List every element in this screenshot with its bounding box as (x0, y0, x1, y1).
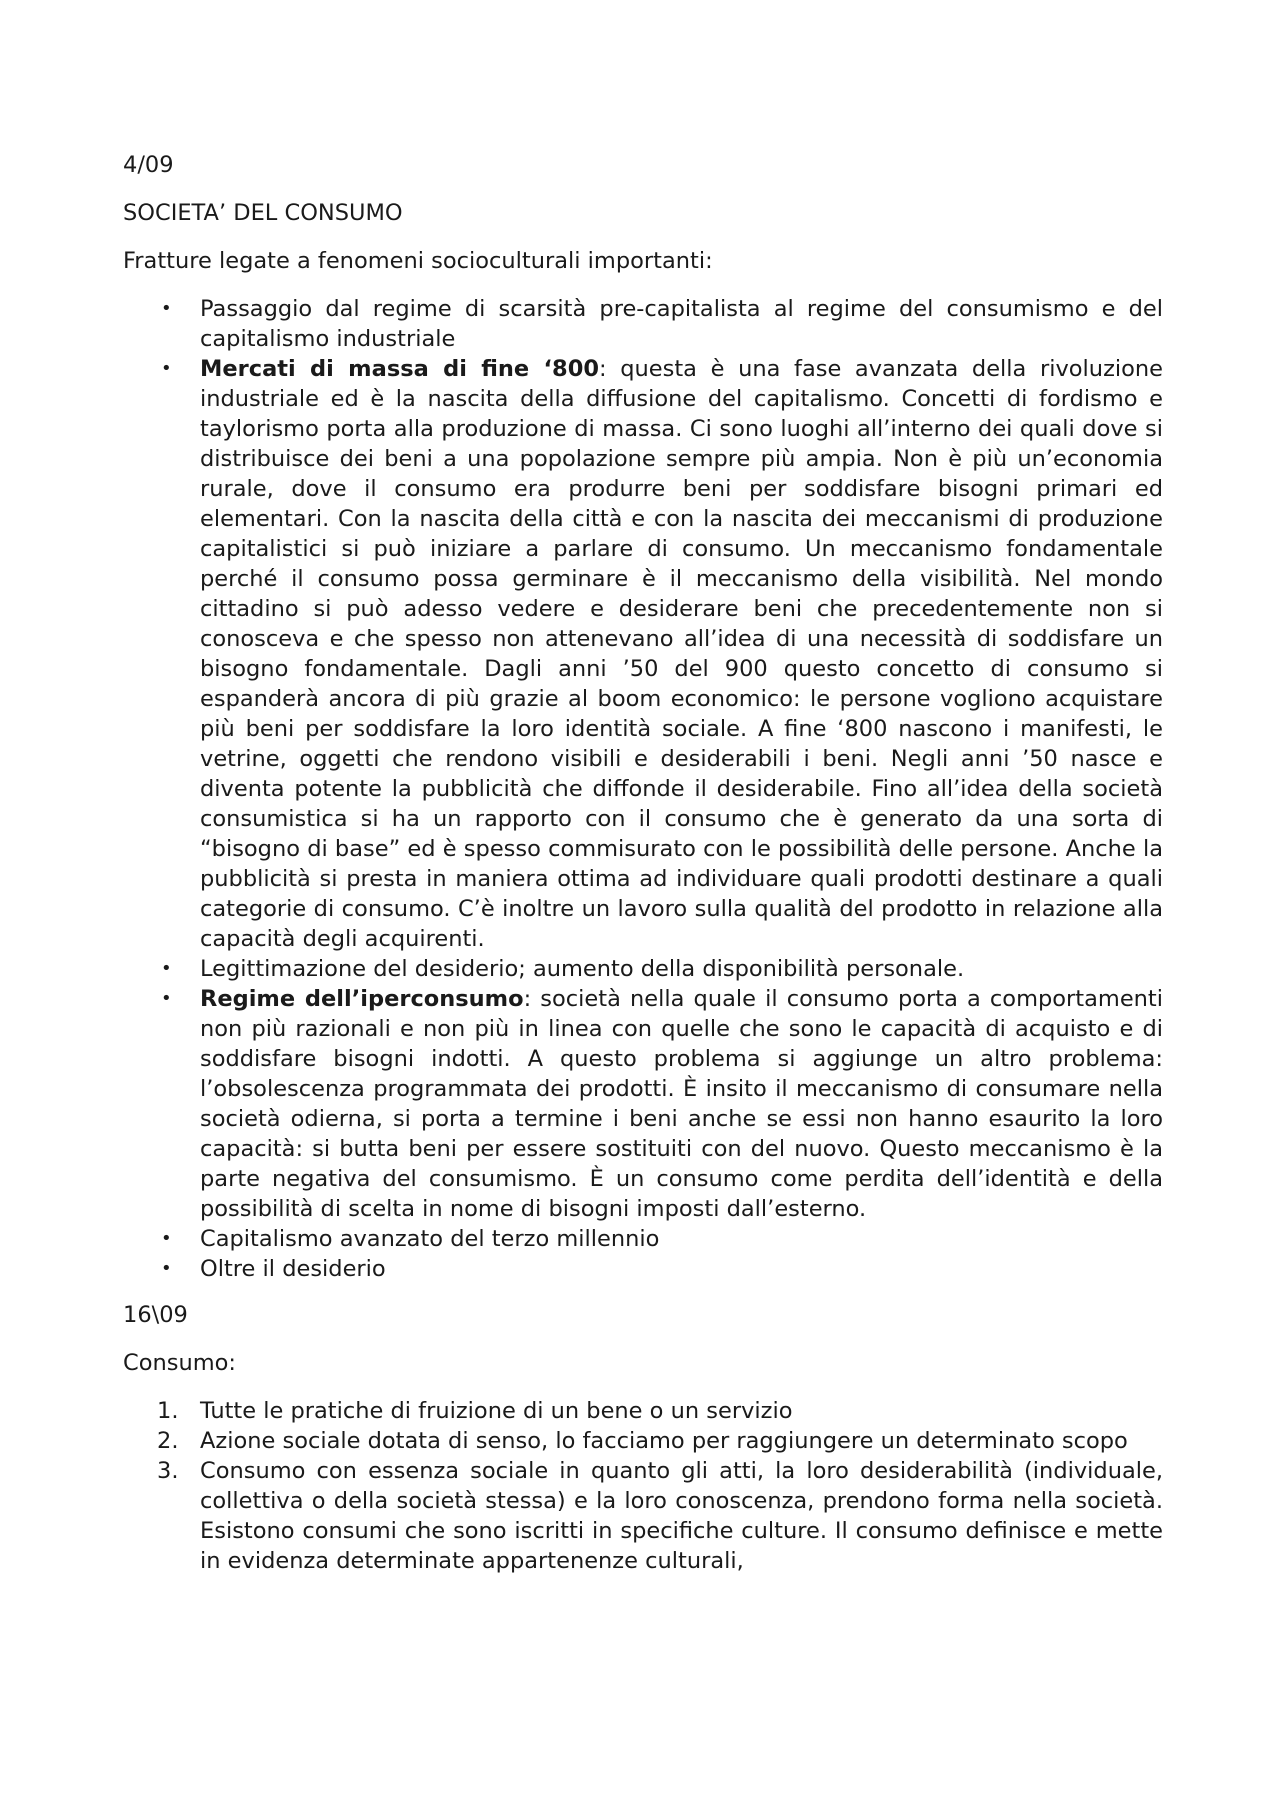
item-text: Capitalismo avanzato del terzo millennio (200, 1226, 660, 1252)
item-number: 1. (157, 1398, 179, 1424)
list-item (123, 954, 1163, 984)
list-item (123, 1426, 1163, 1456)
list-item (123, 984, 1163, 1224)
item-lead: Mercati di massa di fine ‘800 (200, 356, 600, 382)
bullet-list (123, 294, 1163, 1284)
item-text: : società nella quale il consumo porta a comportamenti non più razionali e non più in linea con quelle che sono le capacità di acquisto e di soddisfare bisogni indotti. A questo problema si aggiunge un altro problema: l’obsolescenza programmata dei prodotti. È insito il meccanismo di consumare nella società odierna, si porta a termine i beni anche se essi non hanno esaurito la loro capacità: si butta beni per essere sostituiti con del nuovo. Questo meccanismo è la parte negativa del consumismo. È un consumo come perdita dell’identità e della possibilità di scelta in nome di bisogni imposti dall’esterno. (200, 986, 1163, 1222)
bullet-icon: • (161, 988, 172, 1009)
list-item (123, 1254, 1163, 1284)
document-body (123, 150, 1163, 1592)
item-text: : questa è una fase avanzata della rivoluzione industriale ed è la nascita della diffusione del capitalismo. Concetti di fordismo e taylorismo porta alla produzione di massa. Ci sono luoghi all’interno dei quali dove si distribuisce dei beni a una popolazione sempre più ampia. Non è più un’economia rurale, dove il consumo era produrre beni per soddisfare bisogni primari ed elementari. Con la nascita della città e con la nascita dei meccanismi di produzione capitalistici si può iniziare a parlare di consumo. Un meccanismo fondamentale perché il consumo possa germinare è il meccanismo della visibilità. Nel mondo cittadino si può adesso vedere e desiderare beni che precedentemente non si conosceva e che spesso non attenevano all’idea di una necessità di soddisfare un bisogno fondamentale. Dagli anni ’50 del 900 questo concetto di consumo si espanderà ancora di più grazie al boom economico: le persone vogliono acquistare più beni per soddisfare la loro identità sociale. A fine ‘800 nascono i manifesti, le vetrine, oggetti che rendono visibili e desiderabili i beni. Negli anni ’50 nasce e diventa potente la pubblicità che diffonde il desiderabile. Fino all’idea della società consumistica si ha un rapporto con il consumo che è generato da una sorta di “bisogno di base” ed è spesso commisurato con le possibilità delle persone. Anche la pubblicità si presta in maniera ottima ad individuare quali prodotti destinare a quali categorie di consumo. C’è inoltre un lavoro sulla qualità del prodotto in relazione alla capacità degli acquirenti. (200, 356, 1164, 952)
list-item (123, 1456, 1163, 1576)
bullet-icon: • (161, 1228, 172, 1249)
item-number: 2. (157, 1428, 179, 1454)
bullet-icon: • (161, 298, 172, 319)
date-heading: 4/09 (123, 152, 174, 178)
list-item (123, 354, 1163, 954)
item-text: Azione sociale dotata di senso, lo facciamo per raggiungere un determinato scopo (200, 1428, 1128, 1454)
item-text: Oltre il desiderio (200, 1256, 386, 1282)
item-text: Consumo con essenza sociale in quanto gli atti, la loro desiderabilità (individuale, collettiva o della società stessa) e la loro conoscenza, prendono forma nella società. Esistono consumi che sono iscritti in specifiche culture. Il consumo definisce e mette in evidenza determinate appartenenze culturali, (200, 1458, 1163, 1574)
intro-paragraph: Fratture legate a fenomeni socioculturali importanti: (123, 248, 713, 274)
date-heading: 16\09 (123, 1302, 188, 1328)
consumo-label: Consumo: (123, 1350, 236, 1376)
item-number: 3. (157, 1458, 179, 1484)
list-item (123, 294, 1163, 354)
item-text: Tutte le pratiche di fruizione di un bene o un servizio (200, 1398, 793, 1424)
bullet-icon: • (161, 958, 172, 979)
bullet-icon: • (161, 358, 172, 379)
list-item (123, 1224, 1163, 1254)
item-text: Legittimazione del desiderio; aumento della disponibilità personale. (200, 956, 965, 982)
bullet-icon: • (161, 1258, 172, 1279)
item-lead: Regime dell’iperconsumo (200, 986, 524, 1012)
list-item (123, 1396, 1163, 1426)
section-title: SOCIETA’ DEL CONSUMO (123, 200, 403, 226)
numbered-list (123, 1396, 1163, 1576)
item-text: Passaggio dal regime di scarsità pre-capitalista al regime del consumismo e del capitalismo industriale (200, 296, 1163, 352)
